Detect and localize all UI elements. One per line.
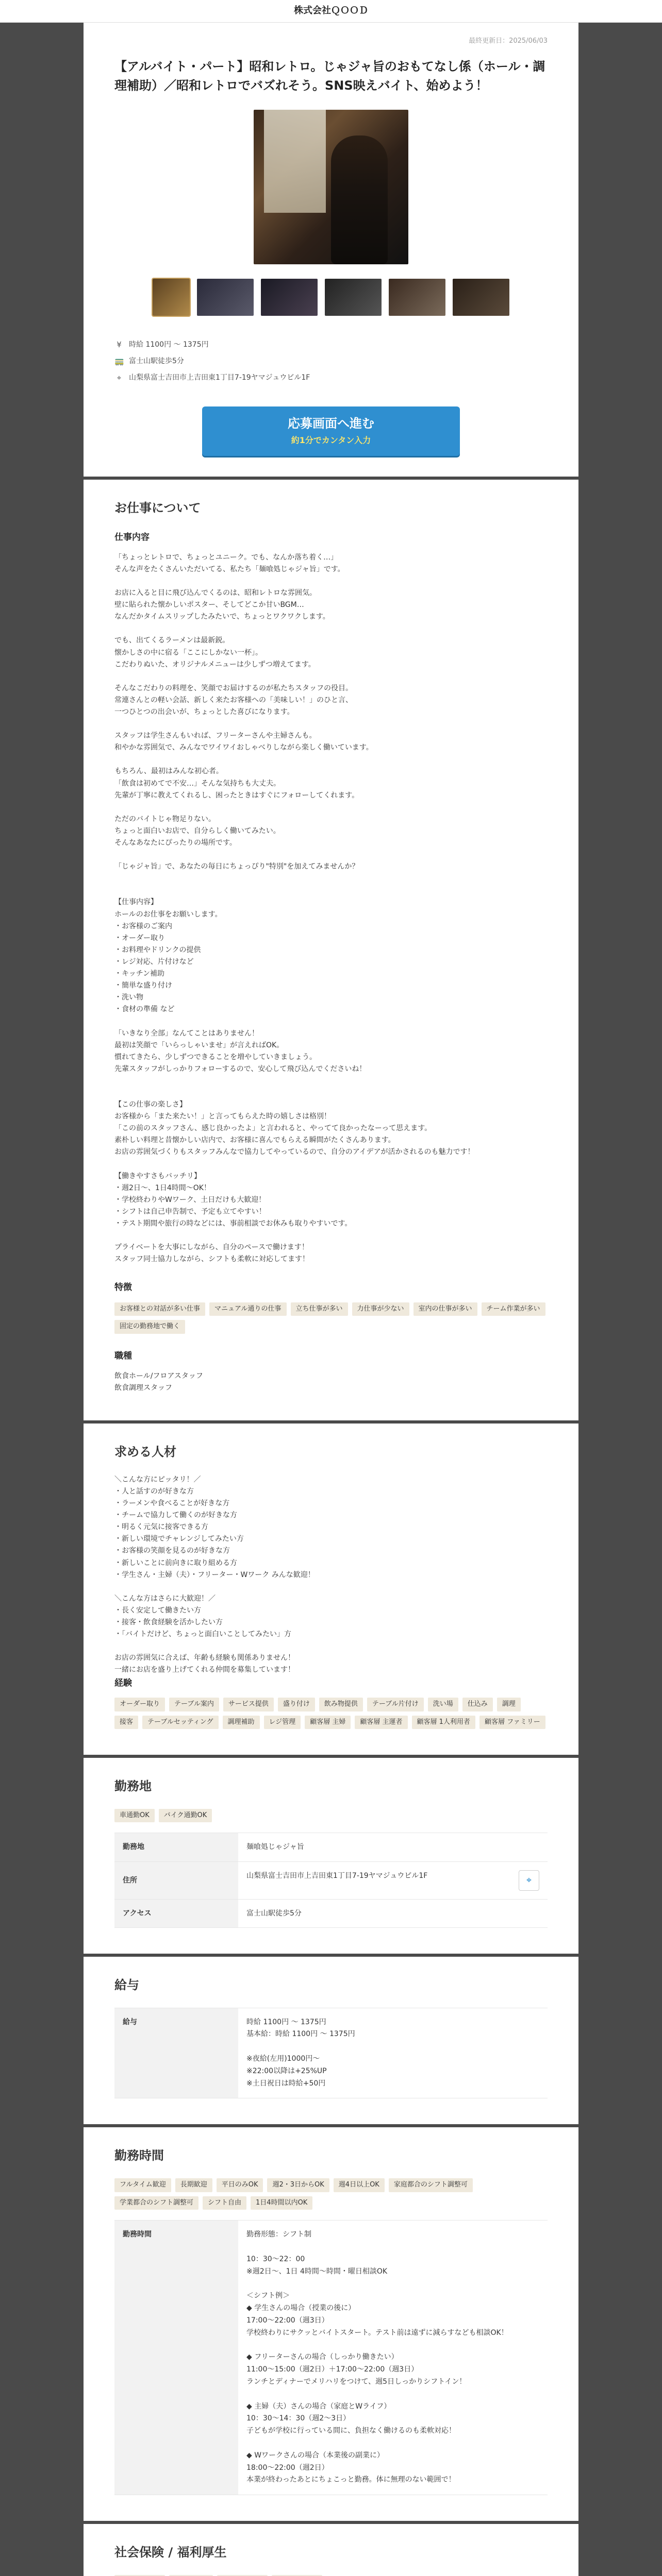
tag: フルタイム歓迎	[114, 2178, 171, 2192]
wanted-text: ＼こんな方にピッタリ！／ ・人と話すのが好きな方 ・ラーメンや食べることが好きな方 ・チームで協力して働くのが好きな方 ・明るく元気に接客できる方 ・新しい環境でチャレンジしてみたい方 ・お客様の笑顔を見るのが好きな方 ・新しいことに前向きに取り組める方 ・学生さん・主婦（夫）・フリーター・Wワーク みんな歓迎！ ＼こんな方はさらに大歓迎！／ ・長く安定して働きたい方 ・接客・飲食経験を活かしたい方 ・「バイトだけど、ちょっと面白いことしてみたい」方 お店の雰囲気に合えば、年齢も経験も関係ありません！ 一緒にお店を盛り上げてくれる仲間を募集しています！	[114, 1475, 315, 1674]
tag: お客様との対話が多い仕事	[114, 1302, 205, 1316]
row-label: アクセス	[114, 1899, 238, 1927]
job-meta	[114, 336, 548, 386]
photo-staff	[331, 135, 388, 264]
tag: 週2・3日からOK	[267, 2178, 329, 2192]
tag: 学業都合のシフト調整可	[114, 2196, 198, 2210]
tag: シフト自由	[203, 2196, 246, 2210]
job-section	[114, 480, 548, 1420]
tag: 平日のみOK	[217, 2178, 263, 2192]
tag: 顧客層 主運者	[355, 1716, 407, 1730]
section-title-job: お仕事について	[114, 501, 201, 516]
tag: 顧客層 ファミリー	[479, 1716, 545, 1730]
job-card	[84, 23, 578, 2576]
tag: 盛り付け	[278, 1698, 315, 1711]
tag: 立ち仕事が多い	[291, 1302, 348, 1316]
wage-text: 時給 1100円 ～ 1375円	[129, 340, 209, 349]
tag: チーム作業が多い	[482, 1302, 545, 1316]
job-title: 【アルバイト・パート】昭和レトロ。じゃジャ旨のおもてなし係（ホール・調理補助）／昭和レトロでバズれそう。SNS映えバイト、始めよう！	[114, 59, 545, 93]
apply-button-sublabel: 約1分でカンタン入力	[291, 435, 371, 445]
insurance-section	[114, 2524, 548, 2576]
section-title-wanted: 求める人材	[114, 1444, 176, 1459]
tag: 飲み物提供	[319, 1698, 363, 1711]
location-section	[114, 1758, 548, 1954]
row-label: 勤務時間	[114, 2221, 238, 2495]
thumbnail-4[interactable]	[325, 279, 382, 316]
section-title-salary: 給与	[114, 1978, 139, 1993]
last-updated: 最終更新日：2025/06/03	[469, 37, 548, 45]
hero-section	[114, 23, 548, 477]
location-table	[114, 1833, 548, 1928]
meta-access	[114, 353, 548, 369]
table-row	[114, 1861, 548, 1899]
apply-button-label: 応募画面へ進む	[288, 416, 374, 431]
row-label: 給与	[114, 2008, 238, 2098]
experience-tags	[114, 1698, 548, 1730]
section-title-hours: 勤務時間	[114, 2148, 164, 2163]
hours-section	[114, 2127, 548, 2521]
tag: バイク通勤OK	[159, 1809, 212, 1823]
photo-noren	[264, 110, 326, 213]
row-value: 富士山駅徒歩5分	[238, 1899, 548, 1927]
features-tags	[114, 1302, 548, 1334]
section-title-location: 勤務地	[114, 1779, 152, 1794]
job-content-title: 仕事内容	[114, 532, 150, 543]
address-text: 山梨県富士吉田市上吉田東1丁目7-19ヤマジュウビル1F	[129, 373, 310, 382]
experience-title: 経験	[114, 1677, 132, 1688]
position-text: 飲食ホール/フロアスタッフ 飲食調理スタッフ	[114, 1372, 203, 1393]
job-content-text: 「ちょっとレトロで、ちょっとユニーク。でも、なんか落ち着く…」 そんな声をたくさんいただいてる、私たち「麺喰処じゃジャ旨」です。 お店に入ると目に飛び込んでくるのは、昭和レトロな雰囲気。 壁に貼られた懐かしいポスター、そしてどこか甘いBGM… なんだかタイムスリップしたみたいで、ちょっとワクワクします。 でも、出てくるラーメンは最新鋭。 懐かしさの中に宿る「ここにしかない一杯」。 こだわりぬいた、オリジナルメニューは少しずつ増えてます。 そんなこだわりの料理を、笑顔でお届けするのが私たちスタッフの役目。 常連さんとの軽い会話、新しく来たお客様への「美味しい！」のひと言、 一つひとつの出会いが、ちょっとした喜びになります。 スタッフは学生さんもいれば、フリーターさんや主婦さんも。 和やかな雰囲気で、みんなでワイワイおしゃべりしながら楽しく働いています。 もちろん、最初はみんな初心者。 「飲食は初めてで不安…」そんな気持ちも大丈夫。 先輩が丁寧に教えてくれるし、困ったときはすぐにフォローしてくれます。 ただのバイトじゃ物足りない。 ちょっと面白いお店で、自分らしく働いてみたい。 そんなあなたにぴったりの場所です。 「じゃジャ旨」で、あなたの毎日にちょっぴり"特別"を加えてみませんか？ 【仕事内容】 ホールのお仕事をお願いします。 ・お客様のご案内 ・オーダー取り ・お料理やドリンクの提供 ・レジ対応、片付けなど ・キッチン補助 ・簡単な盛り付け ・洗い物 ・食材の準備 など 「いきなり全部」なんてことはありません！ 最初は笑顔で「いらっしゃいませ」が言えればOK。 慣れてきたら、少しずつできることを増やしていきましょう。 先輩スタッフがしっかりフォローするので、安心して飛び込んでくださいね！ 【この仕事の楽しさ】 お客様から「また来たい！」と言ってもらえた時の嬉しさは格別！ 「この前のスタッフさん、感じ良かったよ」と言われると、やってて良かったなーって思えます。 素朴しい料理と昔懐かしい店内で、お客様に喜んでもらえる瞬間がたくさんあります。 お店の雰囲気づくりもスタッフみんなで協力してやっているので、自分のアイデアが活かされるのも魅力です！ 【働きやすさもバッチリ】 ・週2日〜、1日4時間〜OK！ ・学校終わりやWワーク、土日だけも大歓迎！ ・シフトは自己申告制で、予定も立てやすい！ ・テスト期間や旅行の時などには、事前相談でお休みも取りやすいです。 プライベートを大事にしながら、自分のペースで働けます！ スタッフ同士協力しながら、シフトも柔軟に対応してます！	[114, 553, 475, 1264]
tag: テーブル片付け	[367, 1698, 424, 1711]
position-title: 職種	[114, 1351, 132, 1362]
table-row	[114, 1833, 548, 1861]
row-label: 住所	[114, 1861, 238, 1899]
hours-tags	[114, 2178, 548, 2210]
tag: 室内の仕事が多い	[413, 1302, 477, 1316]
features-title: 特徴	[114, 1282, 132, 1293]
tag: 接客	[114, 1716, 138, 1730]
top-header	[0, 0, 662, 23]
tag: 力仕事が少ない	[352, 1302, 409, 1316]
train-icon: 🚃	[114, 357, 124, 366]
company-name: 株式会社ＱＯＯＤ	[294, 5, 368, 16]
meta-wage	[114, 336, 548, 353]
tag: マニュアル通りの仕事	[209, 1302, 286, 1316]
tag: テーブル案内	[169, 1698, 219, 1711]
thumbnail-1[interactable]	[153, 279, 190, 316]
thumbnail-5[interactable]	[389, 279, 445, 316]
tag: 車通勤OK	[114, 1809, 155, 1823]
section-title-insurance: 社会保険 / 福利厚生	[114, 2545, 227, 2560]
map-pin-icon[interactable]: ⌖	[519, 1870, 539, 1891]
row-value: 山梨県富士吉田市上吉田東1丁目7-19ヤマジュウビル1F	[246, 1871, 428, 1880]
yen-icon: ¥	[117, 340, 122, 350]
row-label: 勤務地	[114, 1833, 238, 1861]
row-value: 時給 1100円 ～ 1375円 基本給：時給 1100円 ～ 1375円 ※夜給(左用)1000円〜 ※22:00以降は+25%UP ※土日祝日は時給+50円	[238, 2008, 548, 2098]
table-row	[114, 1899, 548, 1927]
tag: テーブルセッティング	[142, 1716, 219, 1730]
thumbnail-6[interactable]	[453, 279, 509, 316]
wanted-section	[114, 1423, 548, 1755]
tag: 長期歓迎	[175, 2178, 212, 2192]
tag: 調理	[497, 1698, 521, 1711]
tag: 洗い場	[428, 1698, 458, 1711]
meta-address	[114, 369, 548, 386]
salary-table	[114, 2008, 548, 2099]
tag: 1日4時間以内OK	[251, 2196, 312, 2210]
hours-table	[114, 2220, 548, 2495]
address-cell	[238, 1861, 548, 1899]
photo-thumbnails	[114, 279, 548, 316]
salary-section	[114, 1957, 548, 2124]
access-text: 富士山駅徒歩5分	[129, 357, 184, 365]
main-photo	[254, 110, 408, 264]
tag: 調理補助	[223, 1716, 260, 1730]
thumbnail-3[interactable]	[261, 279, 318, 316]
apply-area	[114, 406, 548, 456]
location-pin-icon: ⌖	[117, 373, 122, 383]
table-row	[114, 2221, 548, 2495]
tag: 顧客層 主婦	[305, 1716, 351, 1730]
tag: 顧客層 1人利用者	[412, 1716, 475, 1730]
tag: オーダー取り	[114, 1698, 165, 1711]
tag: 固定の勤務地で働く	[114, 1320, 185, 1334]
thumbnail-2[interactable]	[197, 279, 254, 316]
table-row	[114, 2008, 548, 2098]
apply-button[interactable]	[202, 406, 460, 456]
tag: 家庭都合のシフト調整可	[389, 2178, 473, 2192]
row-value: 勤務形態：シフト制 10：30〜22：00 ※週2日〜、1日 4時間〜時間・曜日相談OK ＜シフト例＞ ◆ 学生さんの場合（授業の後に） 17:00〜22:00（週3日） 学校終わりにサクッとバイトスタート。テスト前は遠ずに減らすなども相談OK！ ◆ フリーターさんの場合（しっかり働きたい） 11:00〜15:00（週2日）＋17:00〜22:00（週3日） ランチとディナーでメリハリをつけて、週5日しっかりシフトイン！ ◆ 主婦（夫）さんの場合（家庭とWライフ） 10：30〜14：30（週2〜3日） 子どもが学校に行っている間に、負担なく働けるのも柔軟対応！ ◆ Wワークさんの場合（本業後の副業に） 18:00〜22:00（週2日） 本業が終わったあとにちょこっと勤務。体に無理のない範囲で！	[238, 2221, 548, 2495]
tag: 仕込み	[462, 1698, 493, 1711]
location-tags	[114, 1809, 548, 1823]
row-value: 麺喰処じゃジャ旨	[238, 1833, 548, 1861]
tag: レジ管理	[264, 1716, 301, 1730]
tag: サービス提供	[223, 1698, 274, 1711]
tag: 週4日以上OK	[334, 2178, 385, 2192]
